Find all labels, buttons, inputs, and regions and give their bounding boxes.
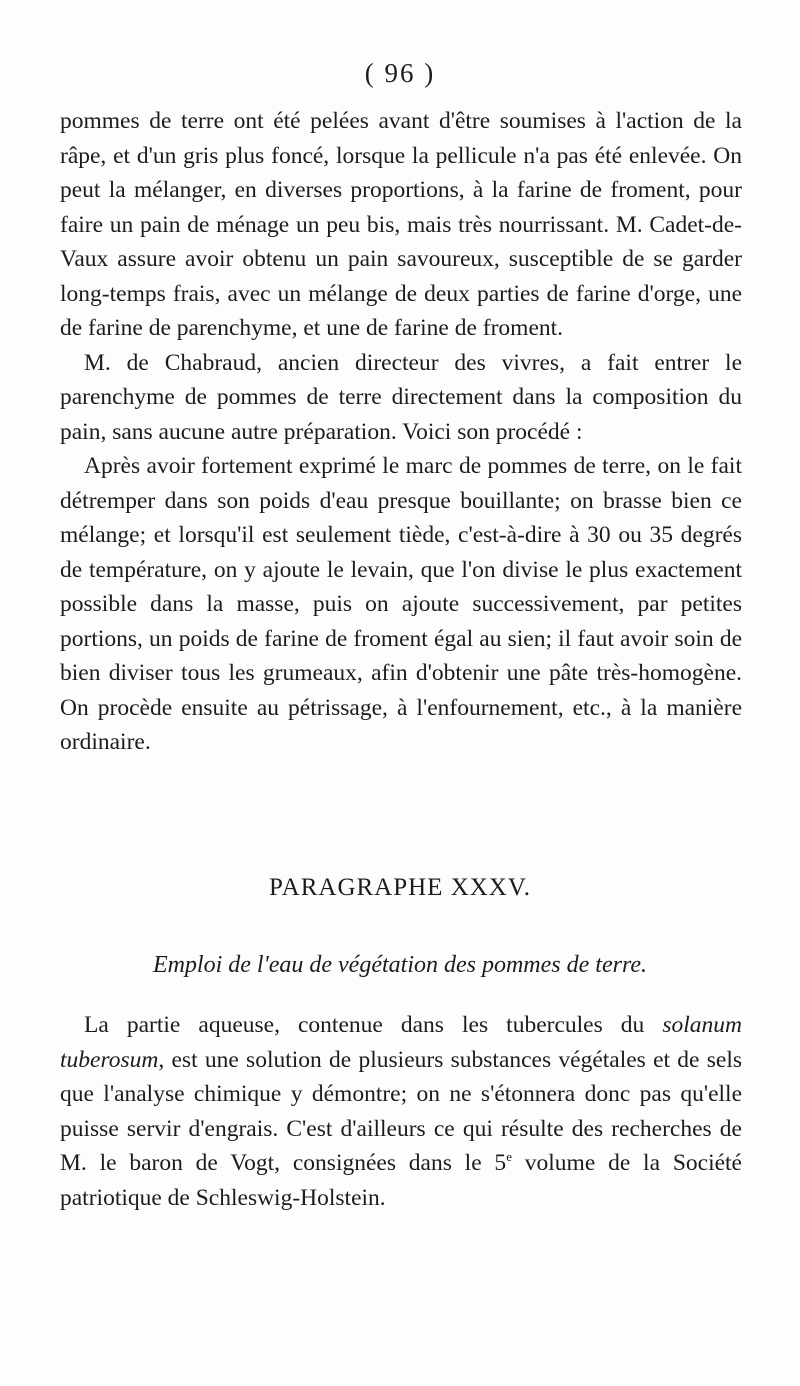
body-text-bottom xyxy=(60,1008,742,1215)
paragraph-1: pommes de terre ont été pelées avant d'être soumises à l'action de la râpe, et d'un gris plus foncé, lorsque la pellicule n'a pas été enlevée. On peut la mélanger, en diverses proportions, à la farine de froment, pour faire un pain de ménage un peu bis, mais très nourrissant. M. Cadet-de-Vaux assure avoir obtenu un pain savoureux, susceptible de se garder long-temps frais, avec un mélange de deux parties de farine d'orge, une de farine de parenchyme, et une de farine de froment. xyxy=(60,108,742,341)
paragraph-3: Après avoir fortement exprimé le marc de pommes de terre, on le fait détremper dans son poids d'eau presque bouillante; on brasse bien ce mélange; et lorsqu'il est seulement tiède, c'est-à-dire à 30 ou 35 degrés de température, on y ajoute le levain, que l'on divise le plus exactement possible dans la masse, puis on ajoute successivement, par petites portions, un poids de farine de froment égal au sien; il faut avoir soin de bien diviser tous les grumeaux, afin d'obtenir une pâte très-homogène. On procède ensuite au pétrissage, à l'enfournement, etc., à la manière ordinaire. xyxy=(60,453,742,755)
paragraph-4-middle: , est une solution de plusieurs substances végétales et de sels que l'analyse chimique y démontre; on ne s'étonnera donc pas qu'elle puisse servir d'engrais. C'est d'ailleurs ce qui résulte des recherches de M. le baron de Vogt, consignées dans le 5 xyxy=(60,1046,742,1176)
section-subtitle: Emploi de l'eau de végétation des pommes de terre. xyxy=(152,952,648,978)
paragraph-4-start: La partie aqueuse, contenue dans les tubercules du xyxy=(84,1012,663,1038)
page-number: ( 96 ) xyxy=(364,58,436,88)
ordinal-superscript: e xyxy=(506,1149,512,1165)
paragraph-2: M. de Chabraud, ancien directeur des vivres, a fait entrer le parenchyme de pommes de terre directement dans la composition du pain, sans aucune autre préparation. Voici son procédé : xyxy=(60,349,742,445)
paragraph-4 xyxy=(60,1008,742,1215)
section-heading: PARAGRAPHE XXXV. xyxy=(269,874,531,901)
paragraph-4-end: volume de la Société patriotique de Schleswig-Holstein. xyxy=(60,1150,742,1211)
species-name: solanum tuberosum xyxy=(60,1012,742,1073)
body-text-top xyxy=(60,104,742,760)
